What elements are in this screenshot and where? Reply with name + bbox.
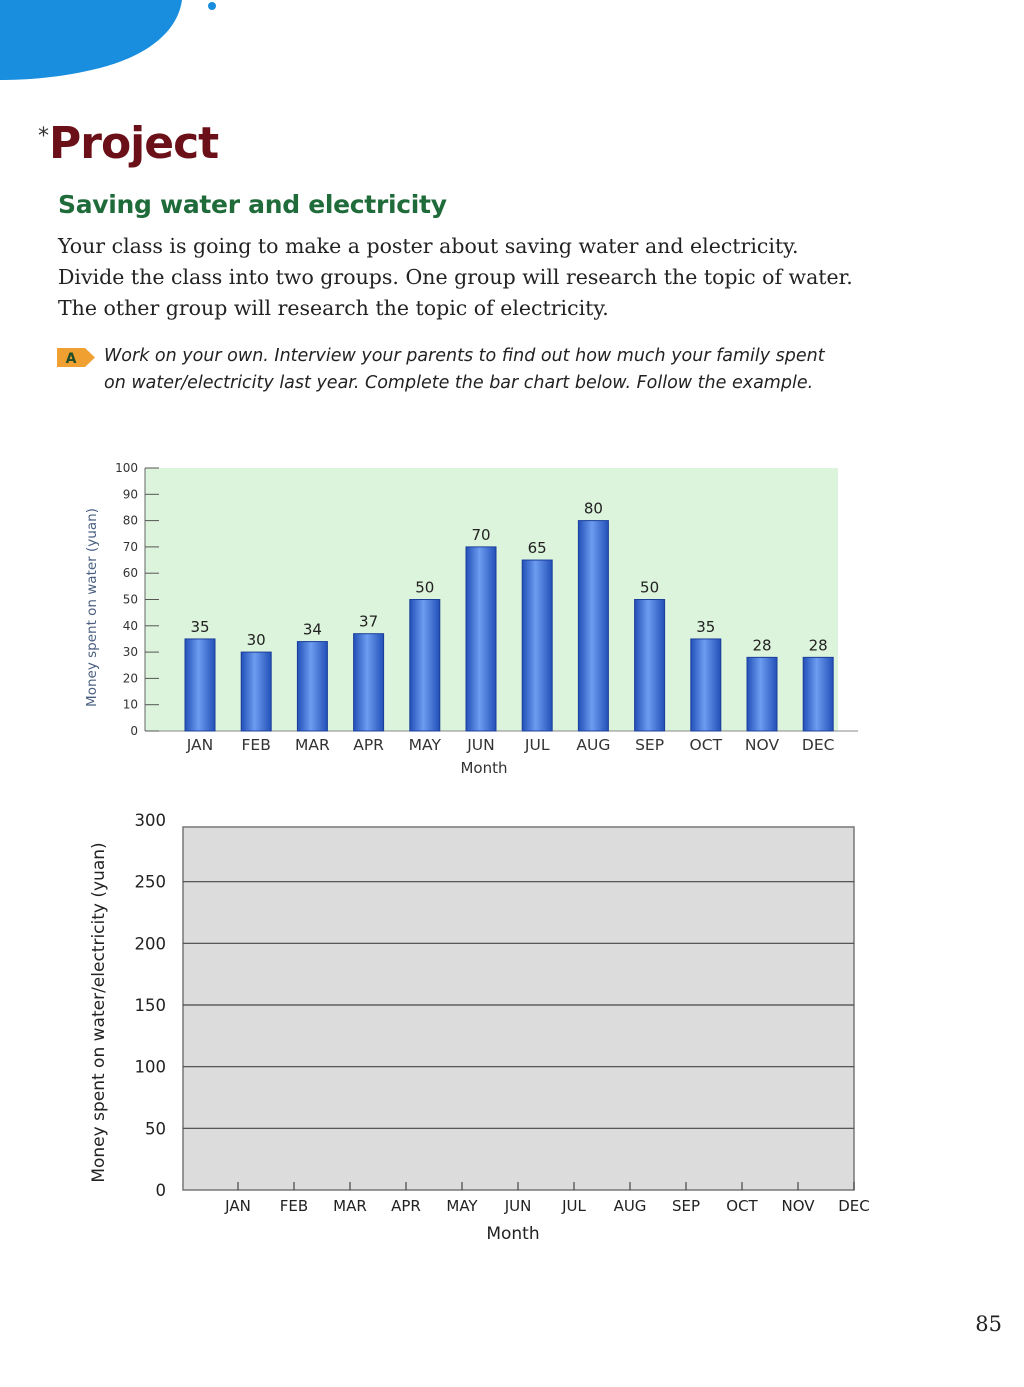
chart1-data-label: 35 — [190, 617, 210, 636]
chart1-x-tick-label: JAN — [186, 736, 214, 754]
chart1-y-tick-label: 0 — [130, 724, 138, 738]
blank-bar-chart — [0, 800, 1024, 1260]
water-bar-chart — [0, 440, 1024, 790]
chart2-y-tick-label: 0 — [155, 1181, 166, 1200]
chart1-data-label: 50 — [415, 578, 435, 597]
section-subtitle: Saving water and electricity — [58, 190, 447, 219]
chart1-data-label: 34 — [302, 620, 322, 639]
decorative-blob — [0, 0, 240, 90]
chart1-x-tick-label: FEB — [241, 736, 271, 754]
page-number: 85 — [975, 1312, 1002, 1336]
chart1-bar-mar — [297, 642, 327, 731]
blue-dot — [208, 2, 216, 10]
chart1-data-label: 50 — [640, 578, 660, 597]
chart1-bar-feb — [241, 652, 271, 731]
chart2-x-tick-label: MAR — [333, 1197, 367, 1215]
chart1-bar-jan — [185, 639, 215, 731]
chart1-x-tick-label: JUL — [524, 736, 550, 754]
chart2-y-tick-label: 300 — [134, 811, 166, 830]
chart1-bar-jun — [466, 547, 496, 731]
chart2-x-axis-label: Month — [486, 1224, 540, 1244]
chart2-x-tick-label: JUL — [562, 1197, 586, 1215]
chart1-x-tick-label: OCT — [689, 736, 723, 754]
chart1-x-tick-label: MAR — [295, 736, 330, 754]
chart1-y-tick-label: 40 — [122, 618, 138, 633]
chart2-y-axis-label: Money spent on water/electricity (yuan) — [89, 842, 109, 1183]
chart2-x-tick-label: JAN — [225, 1197, 251, 1215]
chart1-bar-sep — [635, 600, 665, 732]
chart2-x-tick-label: JUN — [504, 1197, 532, 1215]
chart1-y-tick-label: 10 — [122, 697, 138, 712]
page-title: Project — [49, 118, 219, 169]
chart1-y-tick-label: 30 — [122, 645, 138, 660]
chart1-data-label: 37 — [359, 612, 379, 631]
chart1-x-tick-label: APR — [353, 736, 384, 754]
chart2-x-tick-label: OCT — [726, 1197, 758, 1215]
chart2-y-tick-label: 50 — [145, 1119, 166, 1139]
chart1-data-label: 28 — [752, 636, 772, 655]
chart2-x-tick-label: APR — [391, 1197, 421, 1215]
chart1-y-tick-label: 90 — [122, 487, 138, 502]
chart1-bar-may — [410, 600, 440, 732]
chart1-data-label: 35 — [696, 617, 716, 636]
intro-line: Divide the class into two groups. One group will research the topic of water. — [58, 265, 853, 289]
chart1-x-tick-label: MAY — [408, 736, 441, 754]
chart2-x-tick-label: AUG — [613, 1197, 647, 1215]
chart1-bar-dec — [803, 657, 833, 731]
chart1-y-tick-label: 80 — [122, 513, 138, 528]
chart1-y-tick-label: 60 — [122, 566, 138, 581]
chart2-y-tick-label: 200 — [134, 934, 166, 954]
chart2-y-tick-label: 150 — [134, 996, 166, 1015]
chart2-x-tick-label: SEP — [671, 1197, 701, 1215]
badge-letter: A — [65, 351, 77, 367]
instruction-text — [104, 343, 964, 397]
chart1-y-tick-label: 70 — [122, 539, 138, 554]
chart1-x-tick-label: AUG — [576, 736, 611, 754]
chart2-y-tick-label: 100 — [134, 1057, 166, 1077]
chart1-data-label: 28 — [808, 636, 828, 655]
chart2-x-tick-label: NOV — [781, 1197, 815, 1215]
chart1-x-tick-label: NOV — [744, 736, 780, 754]
intro-line: Your class is going to make a poster about saving water and electricity. — [58, 234, 799, 258]
intro-paragraph — [58, 231, 958, 324]
chart1-data-label: 80 — [583, 499, 603, 518]
chart1-bar-aug — [578, 521, 608, 731]
instruction-line: Work on your own. Interview your parents to find out how much your family spent — [104, 346, 825, 366]
instruction-badge — [57, 348, 95, 367]
chart2-x-tick-label: DEC — [838, 1197, 870, 1215]
chart1-y-tick-label: 50 — [122, 592, 138, 607]
project-heading — [38, 118, 218, 169]
chart1-x-tick-label: JUN — [467, 736, 495, 754]
chart1-data-label: 30 — [246, 631, 266, 650]
instruction-line: on water/electricity last year. Complete the bar chart below. Follow the example. — [104, 373, 814, 393]
chart1-y-axis-label: Money spent on water (yuan) — [84, 508, 100, 707]
asterisk-mark: * — [38, 124, 49, 149]
chart1-x-tick-label: SEP — [635, 736, 665, 754]
chart2-x-tick-label: FEB — [279, 1197, 309, 1215]
chart2-x-tick-label: MAY — [446, 1197, 478, 1215]
chart2-y-tick-label: 250 — [134, 872, 166, 892]
chart1-data-label: 65 — [527, 539, 547, 558]
chart1-x-axis-label: Month — [460, 759, 508, 777]
chart1-data-label: 70 — [471, 525, 491, 544]
chart1-x-tick-label: DEC — [801, 736, 835, 754]
intro-line: The other group will research the topic of electricity. — [58, 296, 609, 320]
chart1-bar-nov — [747, 657, 777, 731]
chart1-bar-jul — [522, 560, 552, 731]
chart1-bar-apr — [354, 634, 384, 731]
chart1-y-tick-label: 100 — [115, 461, 138, 475]
chart1-bar-oct — [691, 639, 721, 731]
blue-blob-shape — [0, 0, 182, 80]
chart1-y-tick-label: 20 — [122, 671, 138, 686]
